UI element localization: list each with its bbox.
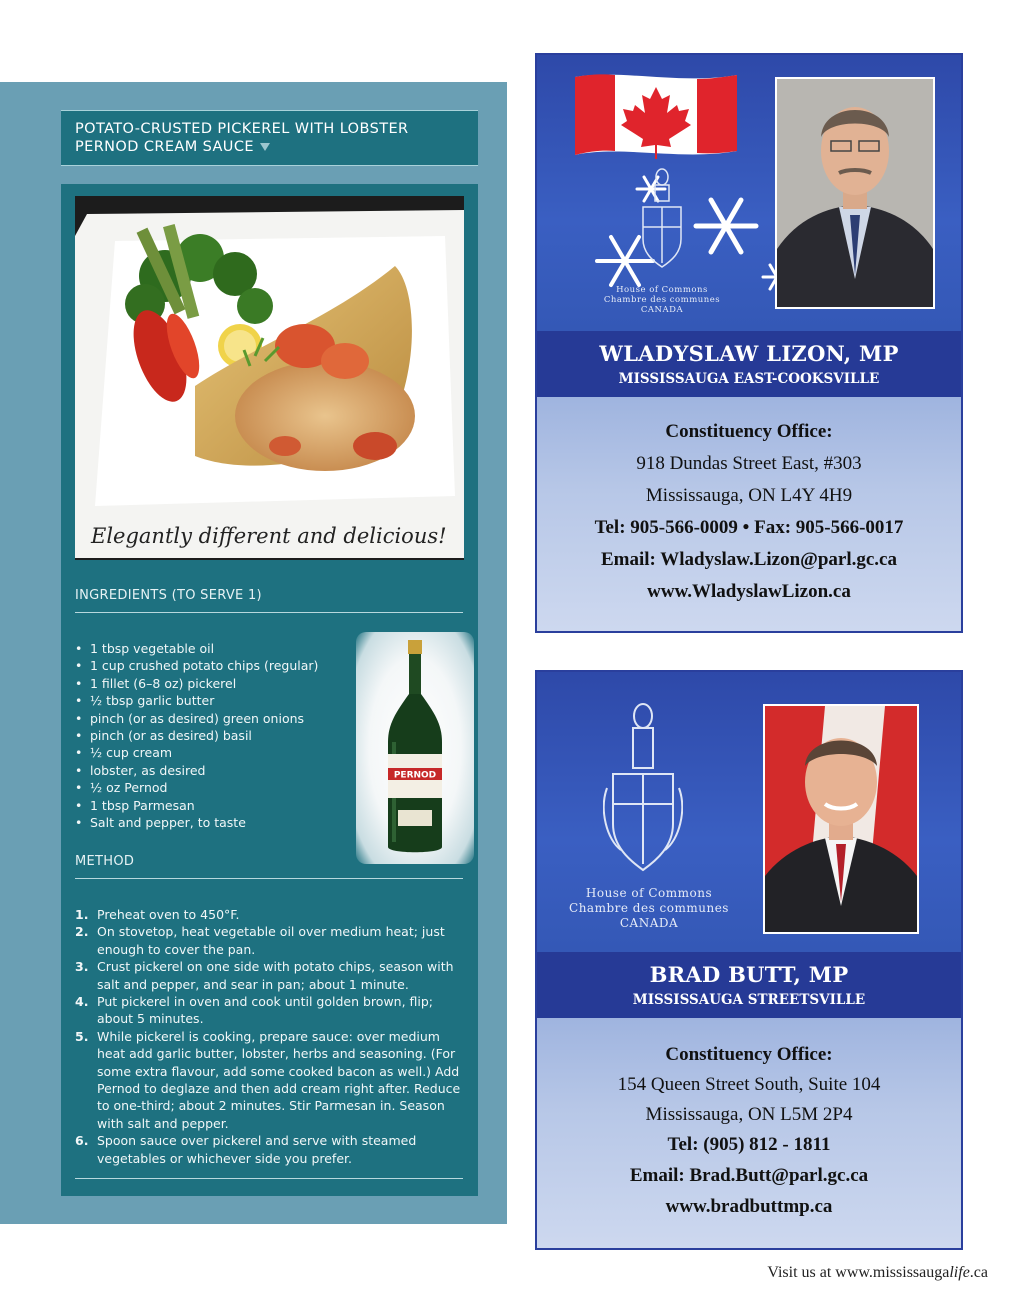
office-address-1: 918 Dundas Street East, #303: [636, 453, 862, 474]
step-number: 2.: [75, 924, 89, 940]
mp-name: BRAD BUTT, MP: [649, 962, 849, 987]
mp-card-butt: [535, 670, 963, 1250]
method-step: [75, 1028, 465, 1132]
dish-photo: [75, 196, 464, 560]
office-address-1: 154 Queen Street South, Suite 104: [617, 1074, 881, 1095]
photo-caption: Elegantly different and delicious!: [91, 524, 447, 548]
ingredient-item: • Salt and pepper, to taste: [75, 814, 345, 831]
step-text: On stovetop, heat vegetable oil over medium heat; just enough to cover the pan.: [97, 924, 445, 957]
ingredient-item: • 1 cup crushed potato chips (regular): [75, 657, 345, 674]
bottle-icon: [356, 632, 474, 864]
canada-flag-icon: [571, 69, 741, 161]
house-of-commons-crest-icon: [637, 167, 687, 277]
snowflake-icon: [691, 191, 761, 261]
ingredient-item: • pinch (or as desired) green onions: [75, 710, 345, 727]
office-heading: Constituency Office:: [665, 421, 833, 442]
card-name-band: [537, 952, 961, 1018]
card-contact-info: [537, 1018, 961, 1248]
ingredient-item: • pinch (or as desired) basil: [75, 727, 345, 744]
card-name-band: [537, 331, 961, 397]
ingredient-item: • ½ tbsp garlic butter: [75, 692, 345, 709]
step-number: 3.: [75, 959, 89, 975]
recipe-title-box: [61, 110, 478, 166]
step-number: 5.: [75, 1028, 89, 1044]
method-step: [75, 958, 465, 993]
bottle-label: PERNOD: [393, 770, 437, 781]
ingredients-list: [75, 640, 345, 831]
office-heading: Constituency Office:: [665, 1044, 833, 1065]
portrait-butt: [765, 706, 917, 932]
hoc-line-3: CANADA: [640, 305, 684, 315]
portrait-lizon: [777, 79, 933, 307]
step-text: Put pickerel in oven and cook until golden brown, flip; about 5 minutes.: [97, 994, 434, 1027]
method-step: [75, 1132, 465, 1167]
method-step: [75, 906, 465, 923]
mp-riding: MISSISSAUGA STREETSVILLE: [632, 992, 866, 1008]
method-rule: [75, 878, 463, 879]
bottom-rule: [75, 1178, 463, 1179]
ingredient-item: • 1 fillet (6–8 oz) pickerel: [75, 675, 345, 692]
hoc-line-1: House of Commons: [616, 285, 708, 295]
step-number: 6.: [75, 1133, 89, 1149]
footer-suffix: .ca: [969, 1264, 988, 1281]
step-text: Crust pickerel on one side with potato chips, season with salt and pepper, and sear in pan; about 1 minute.: [97, 959, 454, 992]
method-step: [75, 993, 465, 1028]
office-address-2: Mississauga, ON L4Y 4H9: [645, 485, 853, 506]
mp-portrait: [763, 704, 919, 934]
step-text: Spoon sauce over pickerel and serve with steamed vegetables or whichever side you prefer.: [97, 1133, 417, 1166]
office-phone: Tel: 905-566-0009 • Fax: 905-566-0017: [594, 517, 904, 538]
ingredients-rule: [75, 612, 463, 613]
method-heading: METHOD: [75, 854, 135, 869]
method-step: [75, 923, 465, 958]
footer-prefix: Visit us at www.mississauga: [767, 1264, 950, 1281]
office-website[interactable]: www.WladyslawLizon.ca: [647, 581, 851, 602]
office-email[interactable]: Email: Brad.Butt@parl.gc.ca: [629, 1165, 869, 1186]
mp-card-lizon: [535, 53, 963, 633]
mp-name: WLADYSLAW LIZON, MP: [599, 341, 899, 366]
step-text: Preheat oven to 450°F.: [97, 907, 240, 922]
hoc-line-2: Chambre des communes: [603, 295, 721, 305]
method-list: [75, 906, 465, 1167]
footer-website[interactable]: [767, 1264, 988, 1282]
house-of-commons-crest-icon: [603, 700, 683, 890]
office-address-2: Mississauga, ON L5M 2P4: [645, 1104, 853, 1125]
step-number: 4.: [75, 994, 89, 1010]
hoc-line-1: House of Commons: [585, 886, 713, 900]
card-header-area: [537, 55, 961, 331]
ingredient-item: • ½ oz Pernod: [75, 779, 345, 796]
mp-portrait: [775, 77, 935, 309]
card-contact-info: [537, 397, 961, 631]
mp-riding: MISSISSAUGA EAST-COOKSVILLE: [618, 371, 880, 387]
recipe-title: [75, 120, 465, 156]
card-header-area: [537, 672, 961, 952]
hoc-line-3: CANADA: [619, 916, 679, 930]
ingredient-item: • lobster, as desired: [75, 762, 345, 779]
ingredient-item: • ½ cup cream: [75, 744, 345, 761]
office-phone: Tel: (905) 812 - 1811: [667, 1134, 831, 1155]
recipe-title-text: POTATO-CRUSTED PICKEREL WITH LOBSTER PERNOD CREAM SAUCE: [75, 121, 409, 155]
step-text: While pickerel is cooking, prepare sauce: over medium heat add garlic butter, lobster, herbs and seasoning. (For some extra flavour, add some cooked bacon as well.) Add Pernod to deglaze and then add cream right after. Reduce to one-third; about 2 minutes. Stir Parmesan in. Season with salt and pepper.: [97, 1028, 461, 1131]
hoc-line-2: Chambre des communes: [569, 901, 729, 915]
triangle-down-icon: [260, 143, 270, 151]
hoc-text: [597, 285, 727, 315]
office-email[interactable]: Email: Wladyslaw.Lizon@parl.gc.ca: [600, 549, 897, 570]
pernod-bottle-image: [356, 632, 474, 864]
dish-illustration: [75, 196, 464, 560]
ingredients-heading: INGREDIENTS (TO SERVE 1): [75, 588, 262, 603]
ingredient-item: • 1 tbsp Parmesan: [75, 797, 345, 814]
ingredient-item: • 1 tbsp vegetable oil: [75, 640, 345, 657]
hoc-text: [561, 886, 737, 931]
footer-italic: life: [949, 1264, 970, 1281]
recipe-body: [61, 184, 478, 1196]
step-number: 1.: [75, 907, 89, 922]
office-website[interactable]: www.bradbuttmp.ca: [665, 1196, 833, 1217]
